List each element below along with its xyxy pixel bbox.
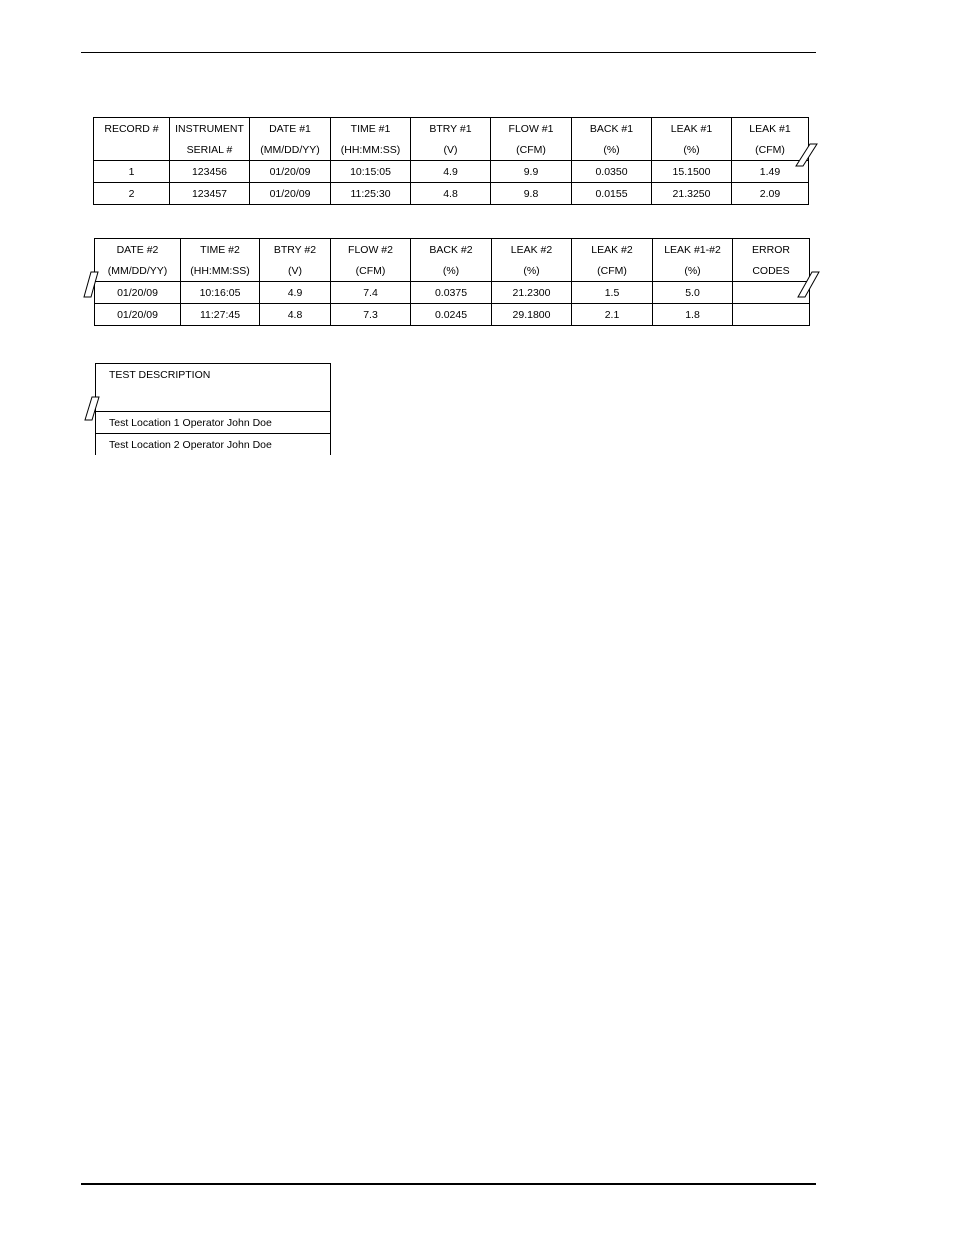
col-header-flow-2: FLOW #2 [331,239,411,261]
table-cell: 1 [94,161,170,183]
col-header-btry-1: BTRY #1 [411,118,491,140]
col-subheader-error-codes: CODES [733,260,810,282]
table-cell: 01/20/09 [95,304,181,326]
col-subheader-back-2: (%) [411,260,492,282]
table-cell: 123457 [170,183,250,205]
col-subheader-btry-1: (V) [411,139,491,161]
table-cell: 5.0 [653,282,733,304]
table-cell: 9.8 [491,183,572,205]
col-subheader-leak-2-pct: (%) [492,260,572,282]
records-table-part-1 [93,117,809,205]
col-subheader-leak-diff: (%) [653,260,733,282]
table-cell: 2 [94,183,170,205]
col-subheader-flow-2: (CFM) [331,260,411,282]
table-cell: 123456 [170,161,250,183]
table-cell: Test Location 1 Operator John Doe [96,412,331,434]
col-header-leak-diff: LEAK #1-#2 [653,239,733,261]
records-table-part-2 [94,238,810,326]
col-subheader-record [94,139,170,161]
top-rule [81,52,816,53]
col-subheader-instrument: SERIAL # [170,139,250,161]
table-cell: 2.09 [732,183,809,205]
col-header-btry-2: BTRY #2 [260,239,331,261]
table-cell: 1.49 [732,161,809,183]
table-cell: 29.1800 [492,304,572,326]
table-cell: 9.9 [491,161,572,183]
col-subheader-time-1: (HH:MM:SS) [331,139,411,161]
col-header-error-codes: ERROR [733,239,810,261]
col-header-time-2: TIME #2 [181,239,260,261]
table-cell: 10:15:05 [331,161,411,183]
bottom-rule [81,1183,816,1185]
col-subheader-leak-1-cfm: (CFM) [732,139,809,161]
table-cell: 0.0375 [411,282,492,304]
table-cell: 7.4 [331,282,411,304]
table-cell: 21.2300 [492,282,572,304]
table-cell: 11:25:30 [331,183,411,205]
table-cell [733,282,810,304]
table-cell: 21.3250 [652,183,732,205]
col-subheader-leak-2-cfm: (CFM) [572,260,653,282]
table-cell: 4.8 [260,304,331,326]
col-subheader-leak-1-pct: (%) [652,139,732,161]
table-row [96,434,331,456]
col-subheader-btry-2: (V) [260,260,331,282]
col-header-record: RECORD # [94,118,170,140]
col-header-time-1: TIME #1 [331,118,411,140]
col-header-test-description: TEST DESCRIPTION [96,364,331,412]
col-subheader-flow-1: (CFM) [491,139,572,161]
table-cell: 11:27:45 [181,304,260,326]
col-header-back-1: BACK #1 [572,118,652,140]
table-cell: 01/20/09 [250,161,331,183]
col-header-date-1: DATE #1 [250,118,331,140]
table-cell: Test Location 2 Operator John Doe [96,434,331,456]
col-header-instrument: INSTRUMENT [170,118,250,140]
col-header-date-2: DATE #2 [95,239,181,261]
col-subheader-back-1: (%) [572,139,652,161]
table-cell: 01/20/09 [95,282,181,304]
table-cell: 10:16:05 [181,282,260,304]
table-row [94,161,809,183]
table-cell: 1.5 [572,282,653,304]
table-row [94,183,809,205]
col-subheader-date-2: (MM/DD/YY) [95,260,181,282]
table-row [95,282,810,304]
col-header-leak-2-pct: LEAK #2 [492,239,572,261]
col-header-leak-2-cfm: LEAK #2 [572,239,653,261]
table-cell: 4.9 [260,282,331,304]
table-cell [733,304,810,326]
col-subheader-time-2: (HH:MM:SS) [181,260,260,282]
table-cell: 01/20/09 [250,183,331,205]
test-description-table [95,363,331,455]
table-cell: 4.8 [411,183,491,205]
table-row [96,412,331,434]
col-header-flow-1: FLOW #1 [491,118,572,140]
table-cell: 15.1500 [652,161,732,183]
table-cell: 0.0350 [572,161,652,183]
col-subheader-date-1: (MM/DD/YY) [250,139,331,161]
table-cell: 2.1 [572,304,653,326]
table-cell: 4.9 [411,161,491,183]
col-header-leak-1-cfm: LEAK #1 [732,118,809,140]
table-cell: 0.0245 [411,304,492,326]
table-cell: 7.3 [331,304,411,326]
table-cell: 0.0155 [572,183,652,205]
col-header-leak-1-pct: LEAK #1 [652,118,732,140]
col-header-back-2: BACK #2 [411,239,492,261]
table-row [95,304,810,326]
table-cell: 1.8 [653,304,733,326]
